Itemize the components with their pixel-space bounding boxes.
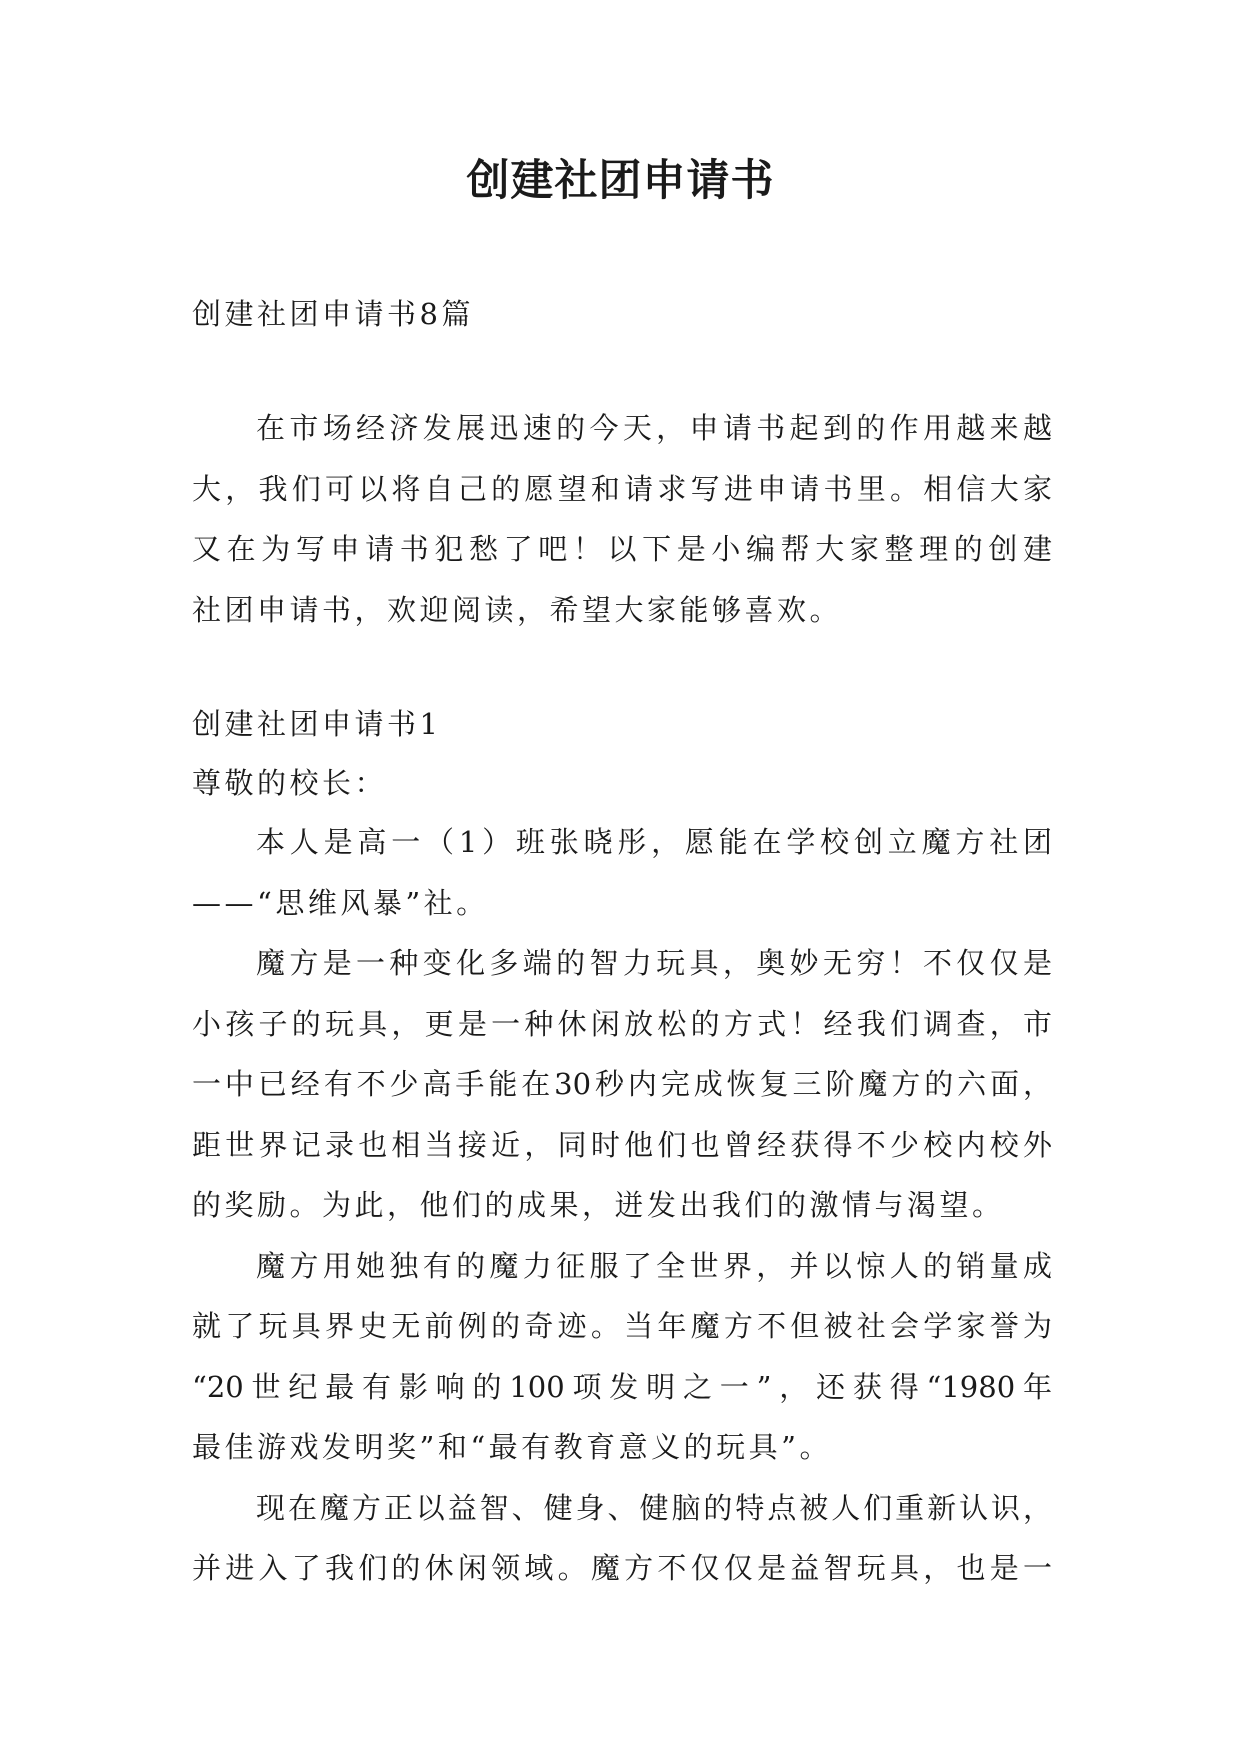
intro-line: 在市场经济发展迅速的今天，申请书起到的作用越来越: [256, 411, 1052, 445]
body-line: 魔方用她独有的魔力征服了全世界，并以惊人的销量成: [256, 1249, 1052, 1283]
body-line: 现在魔方正以益智、健身、健脑的特点被人们重新认识，: [256, 1491, 1052, 1525]
section-title: 创建社团申请书1: [192, 707, 442, 741]
body-line: ——“思维风暴”社。: [192, 886, 489, 920]
intro-line: 又在为写申请书犯愁了吧！以下是小编帮大家整理的创建: [192, 532, 1052, 566]
salutation: 尊敬的校长：: [192, 766, 388, 800]
body-line: 魔方是一种变化多端的智力玩具，奥妙无穷！不仅仅是: [256, 946, 1052, 980]
body-line: 的奖励。为此，他们的成果，迸发出我们的激情与渴望。: [192, 1188, 1005, 1222]
page-title: 创建社团申请书: [466, 156, 775, 206]
body-line: 一中已经有不少高手能在30秒内完成恢复三阶魔方的六面，: [192, 1067, 1052, 1101]
intro-line: 社团申请书，欢迎阅读，希望大家能够喜欢。: [192, 593, 843, 627]
intro-line: 大，我们可以将自己的愿望和请求写进申请书里。相信大家: [192, 472, 1052, 506]
body-line: 就了玩具界史无前例的奇迹。当年魔方不但被社会学家誉为: [192, 1309, 1052, 1343]
body-line: 最佳游戏发明奖”和“最有教育意义的玩具”。: [192, 1430, 832, 1464]
document-subtitle: 创建社团申请书8篇: [192, 297, 474, 331]
body-line: 小孩子的玩具，更是一种休闲放松的方式！经我们调查，市: [192, 1007, 1052, 1041]
body-line: 本人是高一（1）班张晓彤，愿能在学校创立魔方社团: [256, 825, 1052, 859]
body-line: 并进入了我们的休闲领域。魔方不仅仅是益智玩具，也是一: [192, 1551, 1052, 1585]
body-line: “20世纪最有影响的100项发明之一”，还获得“1980年: [192, 1370, 1052, 1404]
body-line: 距世界记录也相当接近，同时他们也曾经获得不少校内校外: [192, 1128, 1052, 1162]
